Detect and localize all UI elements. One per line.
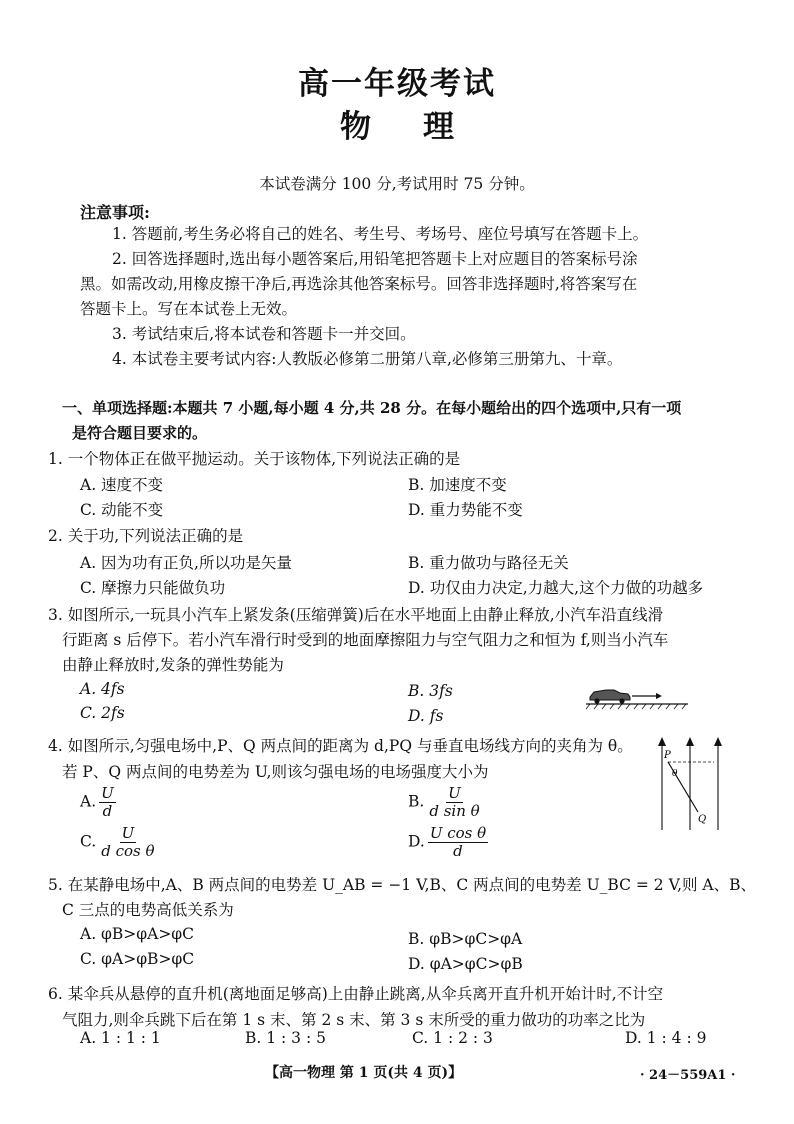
q1-stem: 1. 一个物体正在做平抛运动。关于该物体,下列说法正确的是 <box>48 450 461 468</box>
subject-title <box>0 101 794 146</box>
page-footer-code: · 24－559A1 · <box>640 1068 736 1083</box>
q1-option-d: D. 重力势能不变 <box>408 501 523 519</box>
q4-option-c <box>80 825 157 860</box>
q4-a-numerator: U <box>101 784 114 802</box>
q4-c-denominator: d cos θ <box>101 842 155 860</box>
q4-option-c-label: C. <box>80 832 97 851</box>
q3-stem-line-1: 3. 如图所示,一玩具小汽车上紧发条(压缩弹簧)后在水平地面上由静止释放,小汽车沿直线滑 <box>48 606 664 624</box>
toy-car-icon <box>590 690 630 704</box>
section1-line-2: 是符合题目要求的。 <box>72 424 208 442</box>
q1-option-a: A. 速度不变 <box>80 476 164 494</box>
q6-stem-line-2: 气阻力,则伞兵跳下后在第 1 s 末、第 2 s 末、第 3 s 末所受的重力做功的功率之比为 <box>62 1011 646 1029</box>
exam-title: 高一年级考试 <box>298 66 496 102</box>
q4-d-denominator: d <box>453 842 463 860</box>
q1-option-c: C. 动能不变 <box>80 501 164 519</box>
q5-option-c: C. φA>φB>φC <box>80 950 195 968</box>
q2-stem: 2. 关于功,下列说法正确的是 <box>48 527 244 545</box>
point-q-label: Q <box>698 814 707 825</box>
q2-option-b: B. 重力做功与路径无关 <box>408 554 569 572</box>
q4-option-b <box>408 785 482 820</box>
point-p-label: P <box>664 750 671 761</box>
q4-option-a-label: A. <box>80 792 97 811</box>
q2-option-a: A. 因为功有正负,所以功是矢量 <box>80 554 292 572</box>
exam-info: 本试卷满分 100 分,考试用时 75 分钟。 <box>259 175 535 193</box>
q4-option-a <box>80 785 116 820</box>
q3-stem-line-3: 由静止释放时,发条的弹性势能为 <box>62 656 284 674</box>
q4-a-denominator: d <box>102 802 113 820</box>
subject-char-2: 理 <box>423 109 454 145</box>
section1-line-1: 一、单项选择题:本题共 7 小题,每小题 4 分,共 28 分。在每小题给出的四个选项中,只有一项 <box>62 399 682 417</box>
q3-option-d: D. fs <box>408 707 444 725</box>
q4-field-figure <box>654 734 730 834</box>
q4-option-d-label: D. <box>408 832 425 851</box>
q5-option-d: D. φA>φC>φB <box>408 955 523 973</box>
q4-option-b-label: B. <box>408 792 425 811</box>
q2-option-d: D. 功仅由力决定,力越大,这个力做的功越多 <box>408 579 704 597</box>
note-line-3: 黑。如需改动,用橡皮擦干净后,再选涂其他答案标号。回答非选择题时,将答案写在 <box>80 275 638 293</box>
q4-option-d <box>408 825 488 860</box>
q5-stem-line-2: C 三点的电势高低关系为 <box>62 901 234 919</box>
q4-b-numerator: U <box>448 784 461 802</box>
q6-stem-line-1: 6. 某伞兵从悬停的直升机(离地面足够高)上由静止跳离,从伞兵离开直升机开始计时,不计空 <box>48 985 664 1003</box>
q3-option-c: C. 2fs <box>80 704 125 722</box>
q4-stem-line-2: 若 P、Q 两点间的电势差为 U,则该匀强电场的电场强度大小为 <box>62 763 489 781</box>
angle-theta-label: θ <box>672 769 678 779</box>
q2-option-c: C. 摩擦力只能做负功 <box>80 579 226 597</box>
q4-c-numerator: U <box>121 824 135 842</box>
q3-option-b: B. 3fs <box>408 682 453 700</box>
notes-heading: 注意事项: <box>80 203 150 222</box>
q5-option-b: B. φB>φC>φA <box>408 930 523 948</box>
note-line-1: 1. 答题前,考生务必将自己的姓名、考生号、考场号、座位号填写在答题卡上。 <box>112 225 649 243</box>
q3-option-a: A. 4fs <box>80 680 125 698</box>
q3-stem-line-2: 行距离 s 后停下。若小汽车滑行时受到的地面摩擦阻力与空气阻力之和恒为 f,则当小汽车 <box>62 631 669 649</box>
subject-char-1: 物 <box>340 109 371 145</box>
q4-b-denominator: d sin θ <box>429 802 480 820</box>
ground-hatching <box>586 704 686 709</box>
q4-stem-line-1: 4. 如图所示,匀强电场中,P、Q 两点间的距离为 d,PQ 与垂直电场线方向的夹角为 θ。 <box>48 737 633 755</box>
q6-option-c: C. 1 : 2 : 3 <box>412 1029 493 1047</box>
q3-car-figure <box>584 683 694 713</box>
q6-option-d: D. 1 : 4 : 9 <box>625 1029 707 1047</box>
q6-option-b: B. 1 : 3 : 5 <box>245 1029 326 1047</box>
q4-d-numerator: U cos θ <box>429 824 487 842</box>
q5-stem-line-1: 5. 在某静电场中,A、B 两点间的电势差 U_AB = −1 V,B、C 两点间的电势差 U_BC = 2 V,则 A、B、 <box>48 876 757 894</box>
note-line-4: 答题卡上。写在本试卷上无效。 <box>80 300 298 318</box>
q6-option-a: A. 1 : 1 : 1 <box>80 1029 161 1047</box>
q1-option-b: B. 加速度不变 <box>408 476 507 494</box>
page-footer-center: 【高一物理 第 1 页(共 4 页)】 <box>265 1065 463 1081</box>
note-line-2: 2. 回答选择题时,选出每小题答案后,用铅笔把答题卡上对应题目的答案标号涂 <box>112 250 638 268</box>
q5-option-a: A. φB>φA>φC <box>80 925 195 943</box>
note-line-6: 4. 本试卷主要考试内容:人教版必修第二册第八章,必修第三册第九、十章。 <box>112 350 623 368</box>
note-line-5: 3. 考试结束后,将本试卷和答题卡一并交回。 <box>112 325 416 343</box>
